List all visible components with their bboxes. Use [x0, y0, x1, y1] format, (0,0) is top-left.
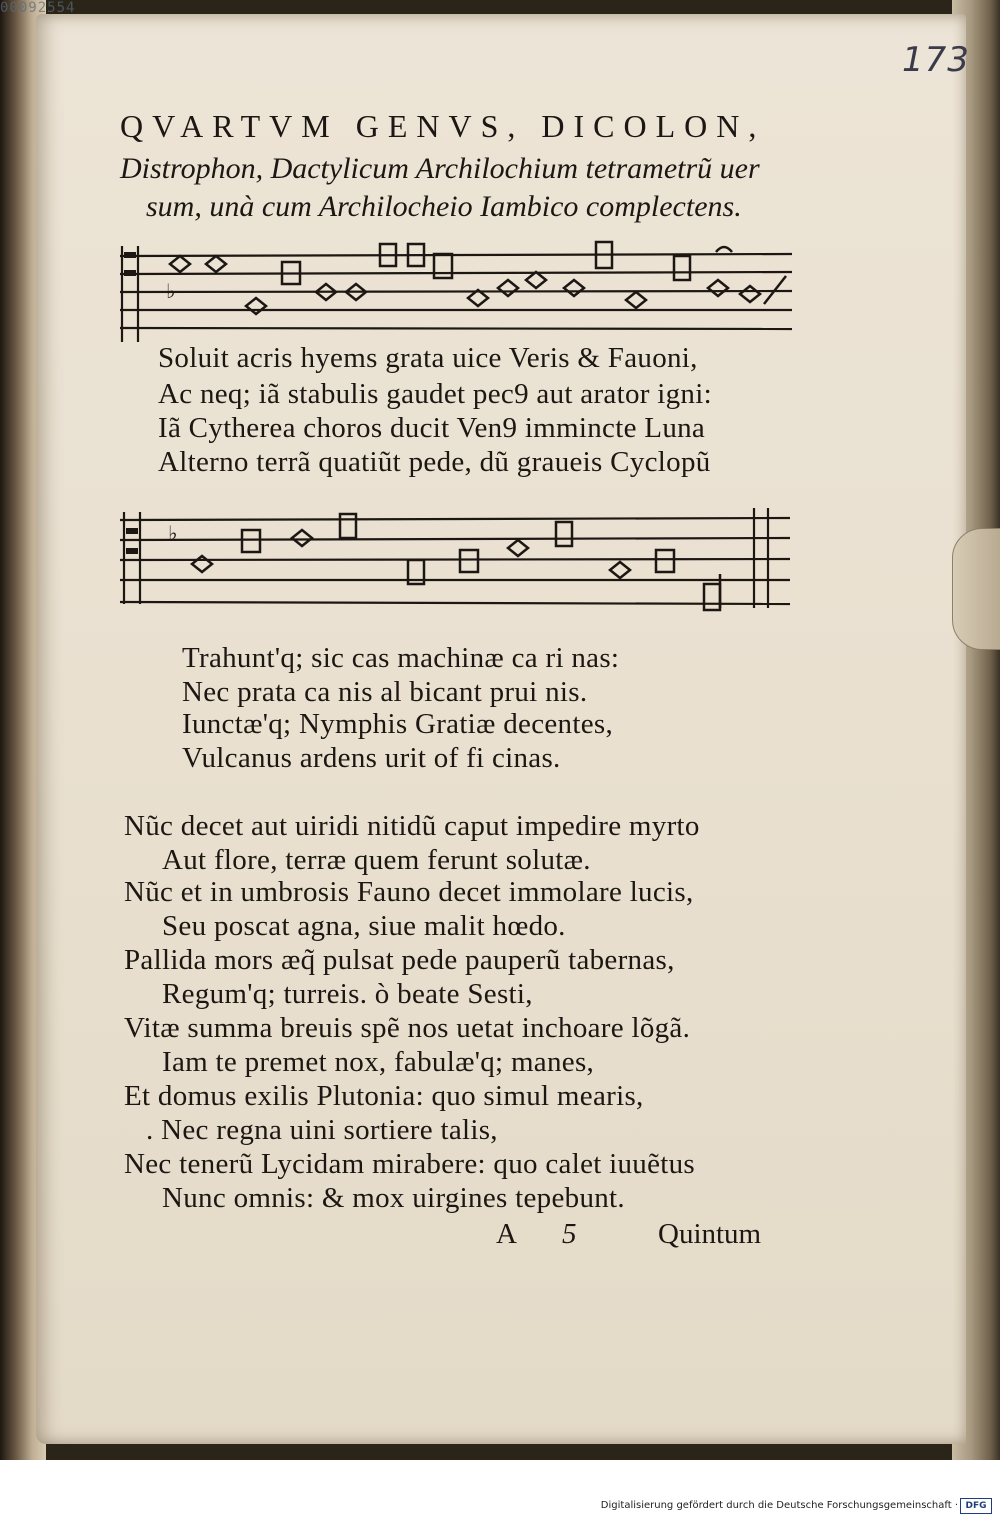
stanza1-line-1: Soluit acris hyems grata uice Veris & Fauoni, [158, 342, 698, 374]
dfg-logo: DFG [960, 1498, 992, 1514]
stanza1-line-4: Alterno terrã quatiũt pede, dũ graueis Cyclopũ [158, 446, 711, 478]
stanza1-line-3: Iã Cytherea choros ducit Ven9 immincte Luna [158, 412, 706, 444]
poem-line-7: Vitæ summa breuis spẽ nos uetat inchoare lõgã. [124, 1012, 691, 1044]
shelfmark-label: 00092554 [0, 0, 76, 16]
poem-line-5: Pallida mors æq̃ pulsat pede pauperũ tabernas, [124, 944, 675, 976]
signature-mark: A [496, 1218, 517, 1250]
footer-bar [0, 1460, 1000, 1516]
poem-line-12: Nunc omnis: & mox uirgines tepebunt. [162, 1182, 625, 1214]
stanza2-line-4: Vulcanus ardens urit of fi cinas. [182, 742, 561, 774]
heading-line-3: sum, unà cum Archilocheio Iambico complectens. [146, 190, 742, 223]
poem-line-4: Seu poscat agna, siue malit hœdo. [162, 910, 566, 942]
poem-line-2: Aut flore, terræ quem ferunt solutæ. [162, 844, 591, 876]
poem-line-10: . Nec regna uini sortiere talis, [146, 1114, 498, 1146]
poem-line-1: Nũc decet aut uiridi nitidũ caput impedire myrto [124, 810, 700, 842]
footer-credit: Digitalisierung gefördert durch die Deutsche Forschungsgemeinschaft · [600, 1500, 958, 1511]
poem-line-9: Et domus exilis Plutonia: quo simul mearis, [124, 1080, 644, 1112]
folio-number: 173 [902, 40, 970, 80]
poem-line-3: Nũc et in umbrosis Fauno decet immolare lucis, [124, 876, 694, 908]
poem-line-11: Nec tenerũ Lycidam mirabere: quo calet iuuẽtus [124, 1148, 696, 1180]
poem-line-6: Regum'q; turreis. ò beate Sesti, [162, 978, 533, 1010]
book-clasp [952, 528, 1000, 650]
music-staff-1 [118, 236, 798, 346]
heading-line-2: Distrophon, Dactylicum Archilochium tetrametrũ uer [120, 152, 760, 185]
section-heading: QVARTVM GENVS, DICOLON, [120, 108, 766, 144]
svg-text:♭: ♭ [168, 521, 178, 545]
stanza2-line-1: Trahunt'q; sic cas machinæ ca ri nas: [182, 642, 620, 674]
svg-text:♭: ♭ [166, 279, 176, 303]
signature-number: 5 [562, 1218, 577, 1250]
stanza2-line-3: Iunctæ'q; Nymphis Gratiæ decentes, [182, 708, 614, 740]
stanza2-line-2: Nec prata ca nis al bicant prui nis. [182, 676, 588, 708]
poem-line-8: Iam te premet nox, fabulæ'q; manes, [162, 1046, 595, 1078]
music-staff-2 [118, 508, 798, 618]
catchword: Quintum [658, 1218, 762, 1250]
stanza1-line-2: Ac neq; iã stabulis gaudet pec9 aut arator igni: [158, 378, 712, 410]
